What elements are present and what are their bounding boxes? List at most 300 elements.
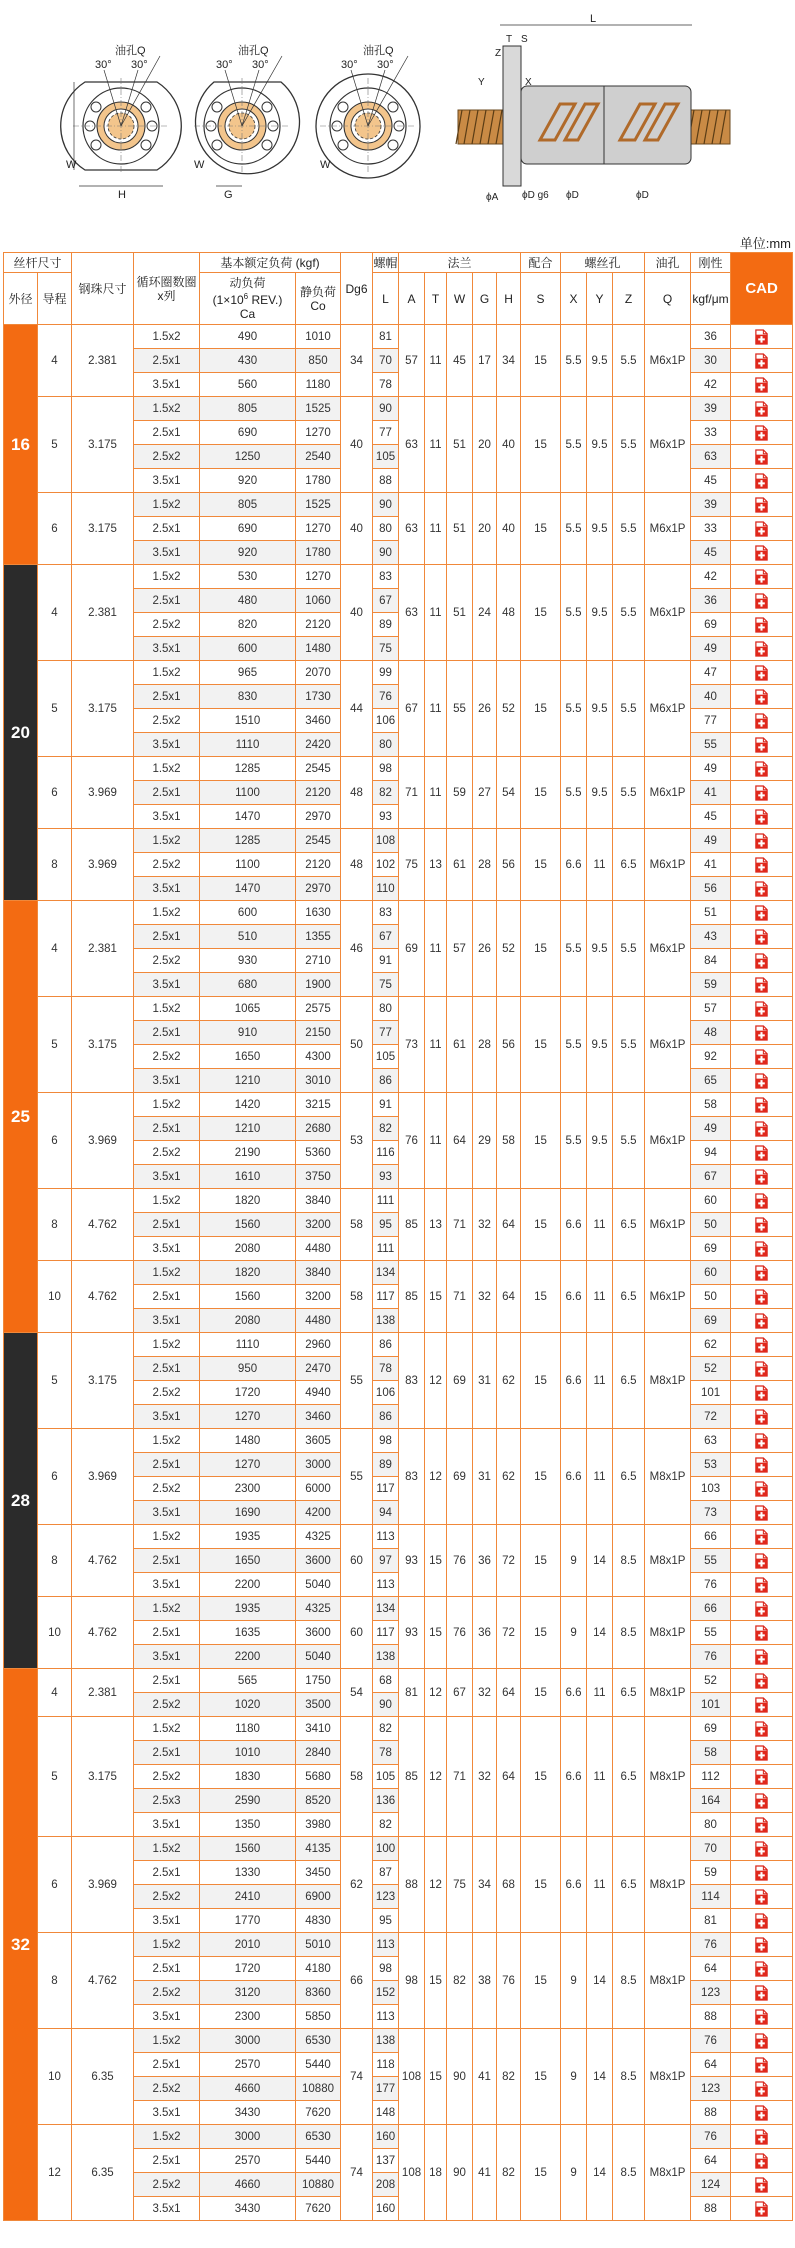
cad-download-icon[interactable] [754,929,769,945]
nut-length-cell: 134 [373,1261,399,1285]
cad-download-button[interactable] [731,1165,793,1189]
lead-cell: 4 [38,1669,72,1717]
cad-download-icon[interactable] [754,1793,769,1809]
cad-download-button[interactable] [731,1789,793,1813]
dynamic-load-cell: 1110 [200,1333,296,1357]
cad-download-icon[interactable] [754,2201,769,2217]
cad-download-icon[interactable] [754,617,769,633]
col-q-cell: M6x1P [645,493,691,565]
static-load-cell: 4940 [296,1381,341,1405]
cad-download-button[interactable] [731,517,793,541]
dynamic-load-cell: 490 [200,325,296,349]
col-x-cell: 5.5 [561,1093,587,1189]
cad-download-icon[interactable] [754,1433,769,1449]
col-w-cell: 61 [447,829,473,901]
col-s-cell: 15 [521,829,561,901]
cad-download-icon[interactable] [754,1937,769,1953]
cad-download-button[interactable] [731,1069,793,1093]
dg6-cell: 34 [341,325,373,397]
cad-download-button[interactable] [731,1381,793,1405]
col-s-cell: 15 [521,1333,561,1429]
cad-download-icon[interactable] [754,1865,769,1881]
cad-download-icon[interactable] [754,1121,769,1137]
cad-download-icon[interactable] [754,1673,769,1689]
static-load-cell: 2120 [296,613,341,637]
static-load-cell: 4135 [296,1837,341,1861]
cad-download-button[interactable] [731,1261,793,1285]
col-g-cell: 20 [473,397,497,493]
cad-download-icon[interactable] [754,1529,769,1545]
col-z-cell: 6.5 [613,829,645,901]
cad-download-button[interactable] [731,1717,793,1741]
cad-download-icon[interactable] [754,833,769,849]
col-x-cell: 6.6 [561,1261,587,1333]
cad-download-button[interactable] [731,1357,793,1381]
dynamic-load-cell: 1935 [200,1525,296,1549]
cad-download-icon[interactable] [754,1817,769,1833]
cad-download-button[interactable] [731,1933,793,1957]
static-load-cell: 4480 [296,1237,341,1261]
cad-download-icon[interactable] [754,1961,769,1977]
rigidity-cell: 56 [691,877,731,901]
cad-download-icon[interactable] [754,809,769,825]
cad-download-button[interactable] [731,685,793,709]
table-row [4,1189,793,1213]
cad-download-button[interactable] [731,469,793,493]
cad-download-icon[interactable] [754,1217,769,1233]
circuits-cell: 2.5x2 [134,1045,200,1069]
nut-length-cell: 118 [373,2053,399,2077]
cad-download-button[interactable] [731,493,793,517]
col-z-cell: 8.5 [613,2029,645,2125]
circuits-cell: 3.5x1 [134,2101,200,2125]
dynamic-load-cell: 600 [200,637,296,661]
cad-download-icon[interactable] [754,1193,769,1209]
cad-download-icon[interactable] [754,857,769,873]
cad-download-icon[interactable] [754,1697,769,1713]
cad-download-icon[interactable] [754,449,769,465]
dim-h-1: H [118,189,126,201]
cad-download-button[interactable] [731,1333,793,1357]
cad-download-icon[interactable] [754,689,769,705]
cad-download-icon[interactable] [754,737,769,753]
dynamic-load-cell: 560 [200,373,296,397]
cad-download-button[interactable] [731,1405,793,1429]
rigidity-cell: 39 [691,397,731,421]
static-load-cell: 6000 [296,1477,341,1501]
col-z-cell: 6.5 [613,1717,645,1837]
cad-download-icon[interactable] [754,761,769,777]
cad-download-icon[interactable] [754,1169,769,1185]
cad-download-button[interactable] [731,2053,793,2077]
nut-length-cell: 78 [373,373,399,397]
ball-dia-cell: 6.35 [72,2029,134,2125]
static-load-cell: 1060 [296,589,341,613]
static-load-cell: 3410 [296,1717,341,1741]
col-q-cell: M8x1P [645,1525,691,1597]
rigidity-cell: 42 [691,373,731,397]
col-a-cell: 108 [399,2125,425,2221]
cad-download-icon[interactable] [754,1145,769,1161]
col-h-cell: 62 [497,1429,521,1525]
cad-download-icon[interactable] [754,2129,769,2145]
cad-download-button[interactable] [731,949,793,973]
cad-download-button[interactable] [731,421,793,445]
col-y-cell: 11 [587,1837,613,1933]
cad-download-button[interactable] [731,757,793,781]
col-z-cell: 8.5 [613,2125,645,2221]
col-h-cell: 64 [497,1717,521,1837]
col-g-cell: 26 [473,661,497,757]
cad-download-icon[interactable] [754,1409,769,1425]
static-load-cell: 10880 [296,2173,341,2197]
cad-download-icon[interactable] [754,977,769,993]
header-cad: CAD [731,253,793,325]
rigidity-cell: 101 [691,1381,731,1405]
col-h-cell: 72 [497,1597,521,1669]
cad-download-button[interactable] [731,733,793,757]
cad-download-button[interactable] [731,1141,793,1165]
cad-download-icon[interactable] [754,905,769,921]
cad-download-button[interactable] [731,1429,793,1453]
cad-download-icon[interactable] [754,377,769,393]
dynamic-load-cell: 2300 [200,1477,296,1501]
cad-download-icon[interactable] [754,1769,769,1785]
cad-download-icon[interactable] [754,1097,769,1113]
dim-a: ϕA [486,192,499,203]
cad-download-icon[interactable] [754,473,769,489]
cad-download-button[interactable] [731,1909,793,1933]
nut-length-cell: 99 [373,661,399,685]
static-load-cell: 4325 [296,1597,341,1621]
dg6-cell: 60 [341,1525,373,1597]
col-a-cell: 98 [399,1933,425,2029]
cad-download-button[interactable] [731,1021,793,1045]
cad-download-button[interactable] [731,1597,793,1621]
col-g-cell: 28 [473,829,497,901]
cad-download-button[interactable] [731,2029,793,2053]
ball-screw-spec-table [3,252,793,2221]
circuits-cell: 2.5x2 [134,613,200,637]
cad-download-button[interactable] [731,565,793,589]
cad-download-button[interactable] [731,613,793,637]
cad-download-button[interactable] [731,901,793,925]
col-z-cell: 6.5 [613,1429,645,1525]
nut-length-cell: 70 [373,349,399,373]
cad-download-button[interactable] [731,1573,793,1597]
dg6-cell: 58 [341,1261,373,1333]
cad-download-button[interactable] [731,325,793,349]
cad-download-button[interactable] [731,2101,793,2125]
dynamic-load-cell: 3430 [200,2101,296,2125]
dynamic-sup-label: 6 [243,292,249,301]
nut-length-cell: 134 [373,1597,399,1621]
col-h-cell: 52 [497,661,521,757]
col-x-cell: 5.5 [561,997,587,1093]
cad-download-icon[interactable] [754,713,769,729]
cad-download-button[interactable] [731,1453,793,1477]
static-load-cell: 3460 [296,709,341,733]
col-a-cell: 93 [399,1525,425,1597]
cad-download-icon[interactable] [754,1313,769,1329]
cad-download-icon[interactable] [754,521,769,537]
cad-download-icon[interactable] [754,953,769,969]
cad-download-icon[interactable] [754,569,769,585]
cad-download-icon[interactable] [754,1625,769,1641]
cad-download-button[interactable] [731,877,793,901]
cad-download-icon[interactable] [754,1721,769,1737]
static-load-cell: 2840 [296,1741,341,1765]
cad-download-icon[interactable] [754,2153,769,2169]
cad-download-icon[interactable] [754,1361,769,1377]
rigidity-cell: 69 [691,1237,731,1261]
cad-download-icon[interactable] [754,1889,769,1905]
cad-download-icon[interactable] [754,785,769,801]
col-x-cell: 5.5 [561,325,587,397]
table-row [4,1837,793,1861]
cad-download-button[interactable] [731,1813,793,1837]
cad-download-icon[interactable] [754,1481,769,1497]
rigidity-cell: 124 [691,2173,731,2197]
cad-download-button[interactable] [731,1885,793,1909]
cad-download-button[interactable] [731,2197,793,2221]
cad-download-button[interactable] [731,1093,793,1117]
cad-download-button[interactable] [731,1309,793,1333]
nut-length-cell: 86 [373,1405,399,1429]
col-t-cell: 12 [425,1837,447,1933]
cad-download-button[interactable] [731,925,793,949]
cad-download-icon[interactable] [754,2057,769,2073]
cad-download-icon[interactable] [754,1745,769,1761]
cad-download-button[interactable] [731,1957,793,1981]
col-w-cell: 82 [447,1933,473,2029]
circuits-cell: 1.5x2 [134,397,200,421]
nut-length-cell: 105 [373,1045,399,1069]
static-load-cell: 1780 [296,541,341,565]
cad-download-icon[interactable] [754,1073,769,1089]
nut-length-cell: 98 [373,1429,399,1453]
col-w-cell: 76 [447,1525,473,1597]
cad-download-icon[interactable] [754,353,769,369]
col-w-cell: 57 [447,901,473,997]
cad-download-icon[interactable] [754,1025,769,1041]
rigidity-cell: 72 [691,1405,731,1429]
cad-download-icon[interactable] [754,1001,769,1017]
cad-download-button[interactable] [731,829,793,853]
cad-download-icon[interactable] [754,2177,769,2193]
dynamic-sub2-label: REV.) [248,293,283,307]
cad-download-icon[interactable] [754,1265,769,1281]
nut-length-cell: 136 [373,1789,399,1813]
col-t-cell: 15 [425,1597,447,1669]
cad-download-icon[interactable] [754,1577,769,1593]
table-header [4,253,793,325]
col-t-cell: 13 [425,1189,447,1261]
cad-download-button[interactable] [731,1213,793,1237]
col-y-cell: 9.5 [587,493,613,565]
nut-length-cell: 116 [373,1141,399,1165]
cad-download-icon[interactable] [754,1601,769,1617]
cad-download-icon[interactable] [754,881,769,897]
cad-download-button[interactable] [731,781,793,805]
ball-dia-cell: 3.969 [72,1429,134,1525]
cad-download-button[interactable] [731,805,793,829]
cad-download-icon[interactable] [754,1241,769,1257]
rigidity-cell: 39 [691,493,731,517]
col-q-cell: M8x1P [645,1933,691,2029]
circuits-cell: 2.5x1 [134,1549,200,1573]
cad-download-button[interactable] [731,1837,793,1861]
dynamic-load-cell: 2590 [200,1789,296,1813]
cad-download-button[interactable] [731,589,793,613]
cad-download-icon[interactable] [754,1337,769,1353]
cad-download-button[interactable] [731,1621,793,1645]
col-z-cell: 5.5 [613,901,645,997]
col-y-cell: 11 [587,1429,613,1525]
cad-download-button[interactable] [731,397,793,421]
cad-download-button[interactable] [731,1501,793,1525]
dynamic-load-cell: 3430 [200,2197,296,2221]
cad-download-button[interactable] [731,2149,793,2173]
cad-download-button[interactable] [731,1477,793,1501]
cad-download-button[interactable] [731,1765,793,1789]
cad-download-icon[interactable] [754,2033,769,2049]
rigidity-cell: 67 [691,1165,731,1189]
static-load-label: 静负荷 [300,284,337,299]
static-load-cell: 4480 [296,1309,341,1333]
static-load-cell: 5040 [296,1573,341,1597]
cad-download-button[interactable] [731,709,793,733]
ball-dia-cell: 2.381 [72,325,134,397]
cad-download-button[interactable] [731,1693,793,1717]
cad-download-button[interactable] [731,661,793,685]
col-h-cell: 40 [497,493,521,565]
cad-download-button[interactable] [731,1525,793,1549]
dynamic-load-cell: 1100 [200,853,296,877]
cad-download-icon[interactable] [754,1841,769,1857]
static-load-cell: 1010 [296,325,341,349]
rigidity-cell: 64 [691,2149,731,2173]
cad-download-icon[interactable] [754,425,769,441]
col-s-cell: 15 [521,565,561,661]
cad-download-button[interactable] [731,997,793,1021]
col-w-cell: 51 [447,397,473,493]
cad-download-button[interactable] [731,2077,793,2101]
cad-download-button[interactable] [731,541,793,565]
cad-download-button[interactable] [731,1237,793,1261]
cad-download-button[interactable] [731,637,793,661]
cad-download-icon[interactable] [754,1385,769,1401]
cad-download-button[interactable] [731,349,793,373]
dg6-cell: 48 [341,757,373,829]
cad-download-button[interactable] [731,1645,793,1669]
cad-download-icon[interactable] [754,497,769,513]
cad-download-icon[interactable] [754,665,769,681]
nut-length-cell: 90 [373,541,399,565]
cad-download-button[interactable] [731,2173,793,2197]
lead-cell: 10 [38,1261,72,1333]
lead-cell: 6 [38,1093,72,1189]
cad-download-icon[interactable] [754,1553,769,1569]
cad-download-button[interactable] [731,445,793,469]
cad-download-icon[interactable] [754,545,769,561]
lead-cell: 8 [38,829,72,901]
cad-download-icon[interactable] [754,593,769,609]
rigidity-cell: 45 [691,541,731,565]
cad-download-icon[interactable] [754,2009,769,2025]
cad-download-icon[interactable] [754,329,769,345]
cad-download-icon[interactable] [754,401,769,417]
cad-download-icon[interactable] [754,1649,769,1665]
cad-download-button[interactable] [731,1045,793,1069]
nut-length-cell: 108 [373,829,399,853]
cad-download-button[interactable] [731,1285,793,1309]
static-load-cell: 3600 [296,1621,341,1645]
col-s-cell: 15 [521,757,561,829]
nut-length-cell: 81 [373,325,399,349]
circuits-cell: 1.5x2 [134,757,200,781]
dynamic-load-cell: 2570 [200,2053,296,2077]
rigidity-cell: 76 [691,1933,731,1957]
cad-download-button[interactable] [731,973,793,997]
circuits-cell: 1.5x2 [134,1933,200,1957]
col-q-cell: M8x1P [645,1597,691,1669]
cad-download-button[interactable] [731,853,793,877]
cad-download-button[interactable] [731,2005,793,2029]
col-z-cell: 8.5 [613,1933,645,2029]
static-load-cell: 1750 [296,1669,341,1693]
lead-cell: 6 [38,1429,72,1525]
cad-download-icon[interactable] [754,641,769,657]
cad-download-button[interactable] [731,2125,793,2149]
cad-download-button[interactable] [731,1117,793,1141]
angle-label-1b: 30° [131,59,148,71]
lead-cell: 5 [38,1333,72,1429]
col-a-cell: 73 [399,997,425,1093]
cad-download-button[interactable] [731,1549,793,1573]
col-s-cell: 15 [521,2125,561,2221]
nut-length-cell: 95 [373,1213,399,1237]
cad-download-button[interactable] [731,1981,793,2005]
cad-download-button[interactable] [731,1669,793,1693]
col-g-cell: 32 [473,1261,497,1333]
rigidity-cell: 81 [691,1909,731,1933]
cad-download-button[interactable] [731,1741,793,1765]
cad-download-button[interactable] [731,1189,793,1213]
static-load-cell: 1525 [296,493,341,517]
cad-download-icon[interactable] [754,2081,769,2097]
col-g-cell: 36 [473,1597,497,1669]
cad-download-icon[interactable] [754,2105,769,2121]
static-load-cell: 5010 [296,1933,341,1957]
cad-download-button[interactable] [731,373,793,397]
unit-label: 单位:mm [739,236,791,251]
ball-dia-cell: 3.175 [72,1717,134,1837]
cad-download-icon[interactable] [754,1457,769,1473]
cad-download-icon[interactable] [754,1049,769,1065]
dynamic-load-cell: 1560 [200,1837,296,1861]
dynamic-load-cell: 1935 [200,1597,296,1621]
nut-length-cell: 117 [373,1477,399,1501]
cad-download-icon[interactable] [754,1985,769,2001]
nut-side-drawing [456,13,730,203]
cad-download-icon[interactable] [754,1505,769,1521]
cad-download-icon[interactable] [754,1913,769,1929]
col-g-cell: 34 [473,1837,497,1933]
rigidity-cell: 55 [691,1621,731,1645]
cad-download-icon[interactable] [754,1289,769,1305]
cad-download-button[interactable] [731,1861,793,1885]
